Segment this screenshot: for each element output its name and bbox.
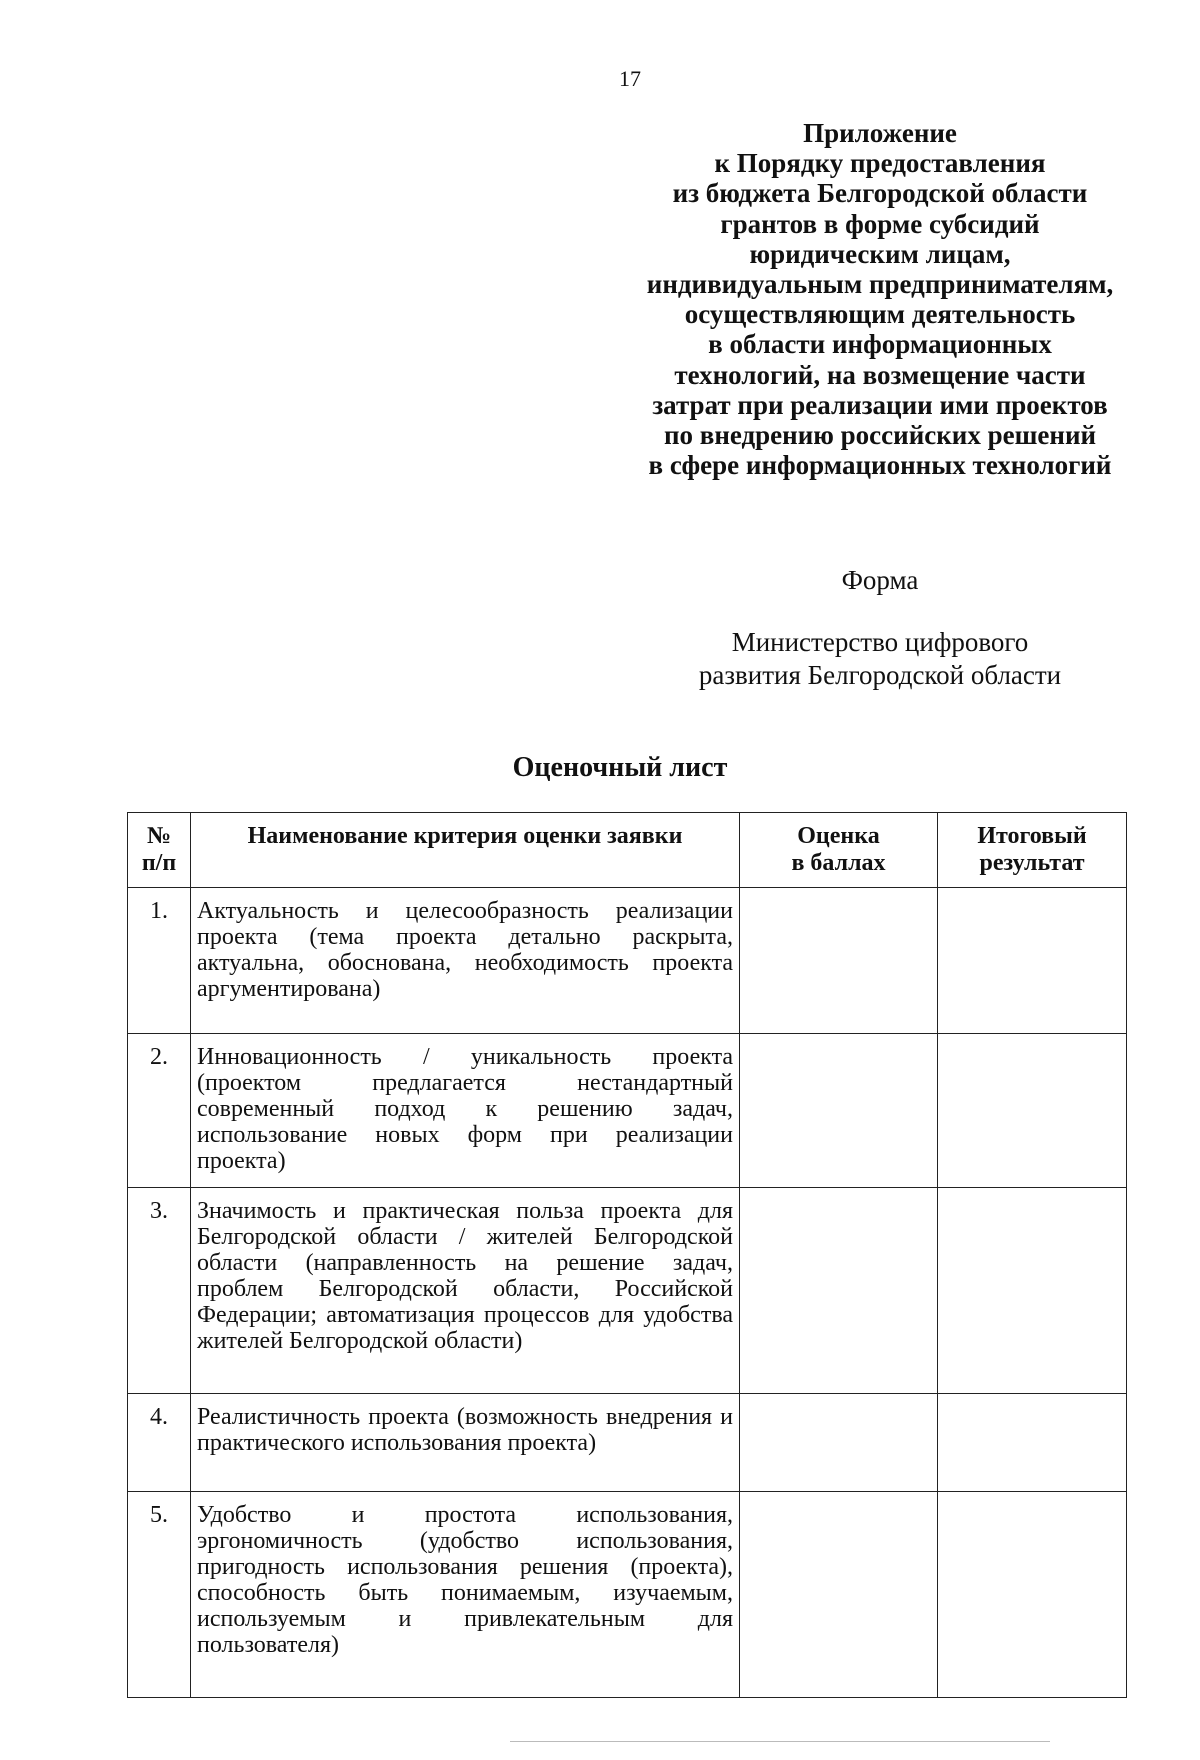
evaluation-table <box>127 812 1127 1698</box>
header-result-line: Итоговый <box>977 823 1087 849</box>
page-number: 17 <box>619 66 641 91</box>
footer-divider <box>510 1741 1050 1742</box>
header-score-line: Оценка <box>797 823 880 849</box>
appendix-line: юридическим лицам, <box>749 238 1011 269</box>
table-row <box>128 1492 1127 1698</box>
row-number: 2. <box>128 1034 191 1188</box>
appendix-line: технологий, на возмещение части <box>674 359 1086 390</box>
result-cell[interactable] <box>938 1034 1127 1188</box>
row-number: 5. <box>128 1492 191 1698</box>
header-number-line: № <box>146 823 172 849</box>
criterion-text: Значимость и практическая польза проекта для Белгородской области / жителей Белгородской области (направленность на решение задач, проблем Белгородской области, Российской Федерации; автоматизация процессов для удобства жителей Белгородской области) <box>191 1188 740 1394</box>
table-row <box>128 1034 1127 1188</box>
header-result-line: результат <box>979 850 1085 876</box>
table-row <box>128 1188 1127 1394</box>
result-cell[interactable] <box>938 888 1127 1034</box>
evaluation-sheet-title: Оценочный лист <box>512 752 728 783</box>
row-number: 1. <box>128 888 191 1034</box>
criterion-text: Инновационность / уникальность проекта (проектом предлагается нестандартный современный подход к решению задач, использование новых форм при реализации проекта) <box>191 1034 740 1188</box>
score-cell[interactable] <box>740 1188 938 1394</box>
appendix-line: грантов в форме субсидий <box>720 208 1040 239</box>
appendix-line: осуществляющим деятельность <box>684 299 1076 330</box>
appendix-line: из бюджета Белгородской области <box>672 178 1088 209</box>
score-cell[interactable] <box>740 1394 938 1492</box>
score-cell[interactable] <box>740 888 938 1034</box>
score-cell[interactable] <box>740 1034 938 1188</box>
appendix-line: в сфере информационных технологий <box>648 450 1112 481</box>
header-result <box>938 813 1127 888</box>
score-cell[interactable] <box>740 1492 938 1698</box>
header-score-line: в баллах <box>791 850 886 876</box>
criterion-text: Реалистичность проекта (возможность внедрения и практического использования проекта) <box>191 1394 740 1492</box>
appendix-header <box>580 118 1180 480</box>
table-row <box>128 888 1127 1034</box>
appendix-line: к Порядку предоставления <box>714 148 1046 179</box>
header-criterion: Наименование критерия оценки заявки <box>191 813 740 888</box>
result-cell[interactable] <box>938 1188 1127 1394</box>
appendix-line: затрат при реализации ими проектов <box>652 389 1108 420</box>
ministry-line: развития Белгородской области <box>698 660 1062 690</box>
form-label: Форма <box>841 565 919 595</box>
result-cell[interactable] <box>938 1492 1127 1698</box>
ministry-name <box>640 626 1120 692</box>
table-header-row <box>128 813 1127 888</box>
table-row <box>128 1394 1127 1492</box>
result-cell[interactable] <box>938 1394 1127 1492</box>
criterion-text: Актуальность и целесообразность реализации проекта (тема проекта детально раскрыта, актуальна, обоснована, необходимость проекта аргументирована) <box>191 888 740 1034</box>
header-number <box>128 813 191 888</box>
appendix-line: Приложение <box>803 118 957 148</box>
row-number: 3. <box>128 1188 191 1394</box>
appendix-line: в области информационных <box>708 329 1052 360</box>
criterion-text: Удобство и простота использования, эргономичность (удобство использования, пригодность использования решения (проекта), способность быть понимаемым, изучаемым, используемым и привлекательным для пользователя) <box>191 1492 740 1698</box>
appendix-line: индивидуальным предпринимателям, <box>646 269 1114 300</box>
appendix-line: по внедрению российских решений <box>663 420 1097 451</box>
header-number-line: п/п <box>141 850 177 876</box>
ministry-line: Министерство цифрового <box>731 627 1029 657</box>
header-score <box>740 813 938 888</box>
row-number: 4. <box>128 1394 191 1492</box>
